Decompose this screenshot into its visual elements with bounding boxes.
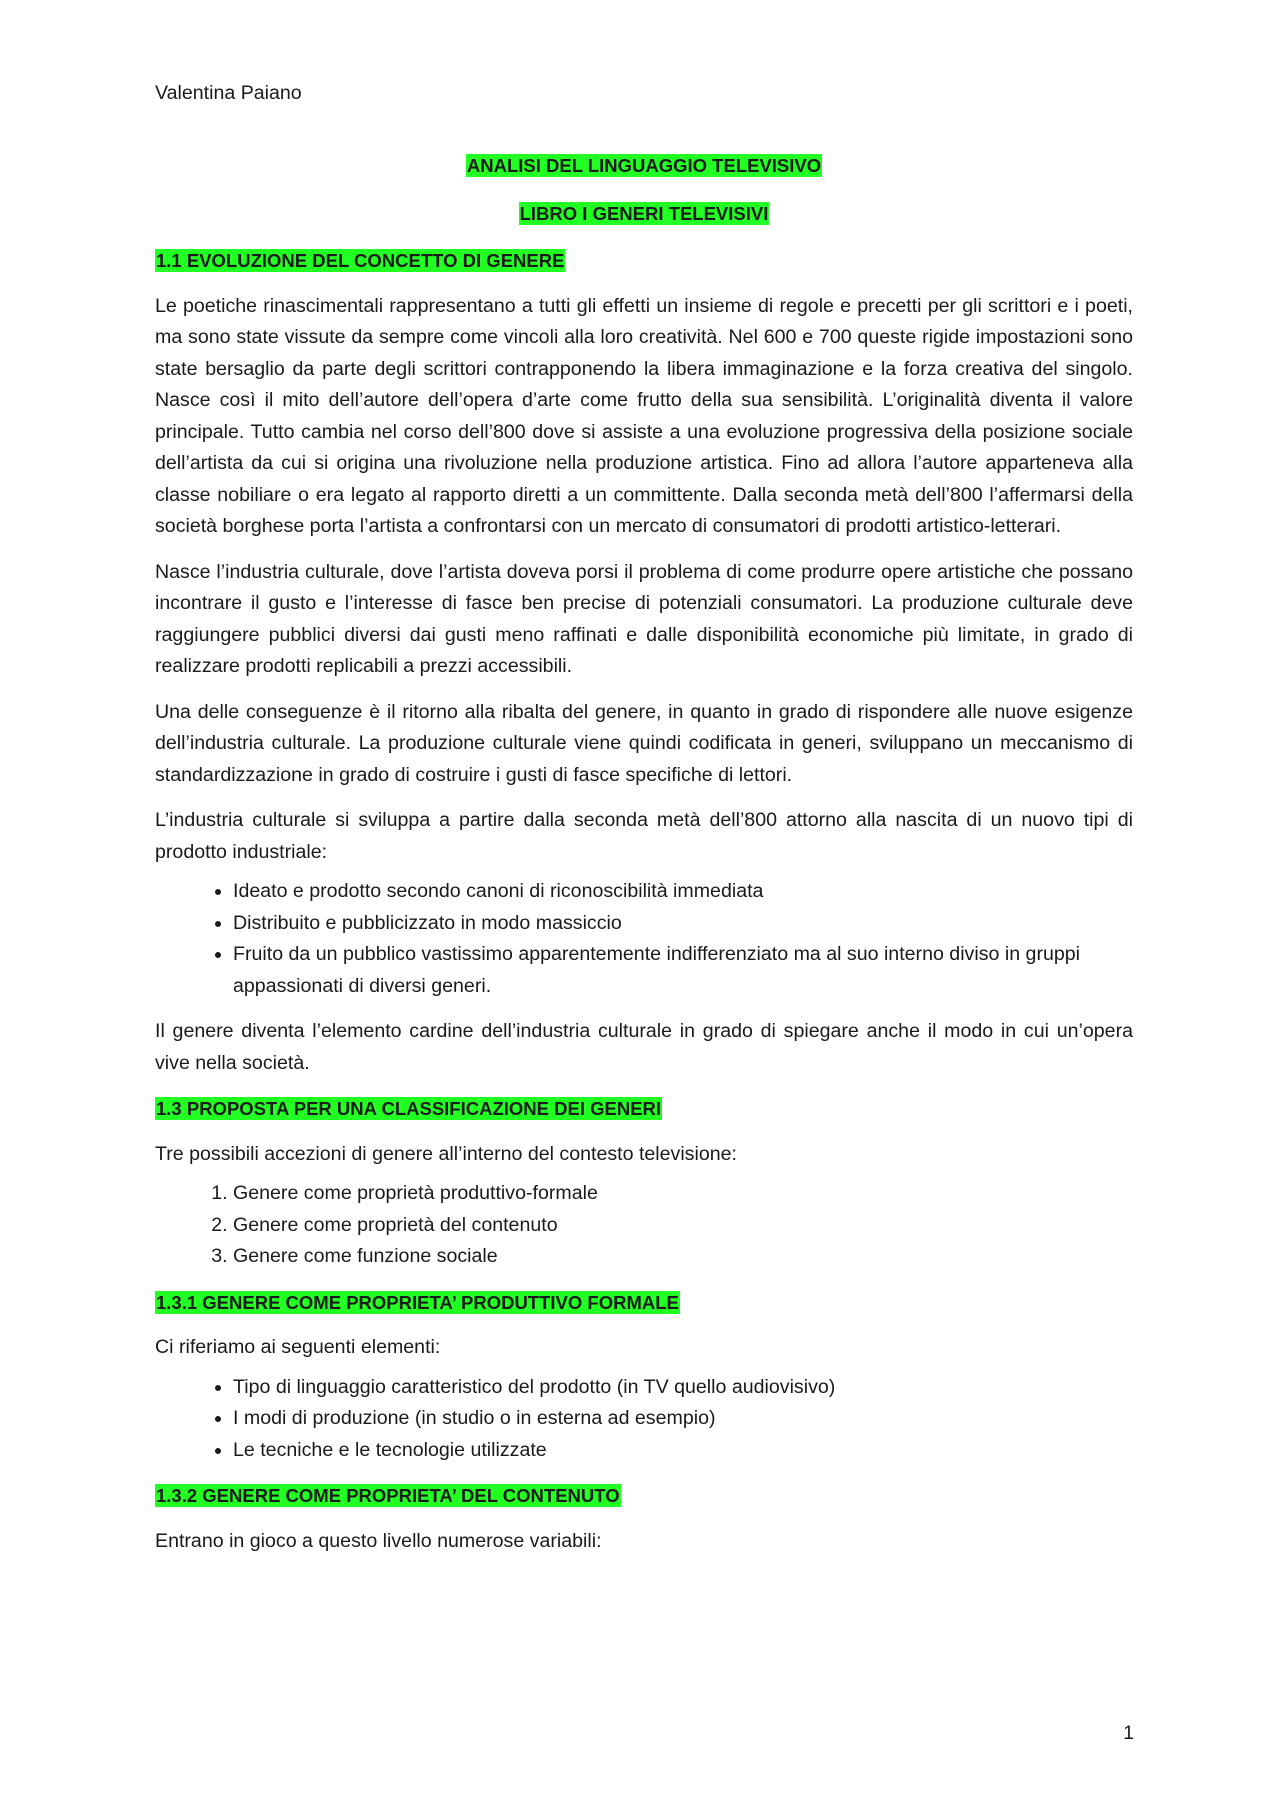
list-item: • Le tecniche e le tecnologie utilizzate	[233, 1435, 1133, 1467]
list-item: • Distribuito e pubblicizzato in modo massiccio	[233, 908, 1133, 940]
paragraph-5: Il genere diventa l’elemento cardine dell’industria culturale in grado di spiegare anche il modo in cui un’opera vive nella società.	[155, 1020, 1133, 1074]
section-heading-1-1-text: 1.1 EVOLUZIONE DEL CONCETTO DI GENERE	[156, 250, 565, 271]
document-body	[155, 150, 1133, 1571]
paragraph-3: Una delle conseguenze è il ritorno alla ribalta del genere, in quanto in grado di rispondere alle nuove esigenze dell’industria culturale. La produzione culturale viene quindi codificata in generi, sviluppano un meccanismo di standardizzazione in grado di costruire i gusti di fasce specifiche di lettori.	[155, 700, 1133, 786]
main-title-text: ANALISI DEL LINGUAGGIO TELEVISIVO	[466, 155, 822, 176]
section-1-3-intro: Tre possibili accezioni di genere all’interno del contesto televisione:	[155, 1142, 737, 1165]
section-heading-1-3-1	[155, 1287, 1133, 1319]
author-name: Valentina Paiano	[155, 82, 302, 104]
section-heading-1-3	[155, 1093, 1133, 1125]
paragraph-4: L’industria culturale si sviluppa a partire dalla seconda metà dell’800 attorno alla nascita di un nuovo tipi di prodotto industriale:	[155, 809, 1133, 863]
section-heading-1-1	[155, 245, 1133, 277]
paragraph-2: Nasce l’industria culturale, dove l’artista doveva porsi il problema di come produrre opere artistiche che possano incontrare il gusto e l’interesse di fasce ben precise di potenziali consumatori. La produzione culturale deve raggiungere pubblici diversi dai gusti meno raffinati e dalle disponibilità economiche più limitate, in grado di realizzare prodotti replicabili a prezzi accessibili.	[155, 560, 1133, 677]
list-item: • Fruito da un pubblico vastissimo apparentemente indifferenziato ma al suo interno diviso in gruppi appassionati di diversi generi.	[233, 939, 1133, 1002]
bullet-list-industry	[155, 876, 1133, 1002]
main-title	[155, 150, 1133, 182]
section-heading-1-3-1-text: 1.3.1 GENERE COME PROPRIETA’ PRODUTTIVO FORMALE	[156, 1291, 679, 1313]
subtitle	[155, 198, 1133, 230]
section-1-3-2-intro: Entrano in gioco a questo livello numerose variabili:	[155, 1529, 602, 1552]
list-item: • I modi di produzione (in studio o in esterna ad esempio)	[233, 1403, 1133, 1435]
bullet-list-formal	[155, 1372, 1133, 1467]
section-heading-1-3-text: 1.3 PROPOSTA PER UNA CLASSIFICAZIONE DEI GENERI	[156, 1098, 662, 1119]
section-1-3-1-intro: Ci riferiamo ai seguenti elementi:	[155, 1336, 441, 1358]
page-number: 1	[1123, 1722, 1134, 1744]
list-item: • Tipo di linguaggio caratteristico del prodotto (in TV quello audiovisivo)	[233, 1372, 1133, 1404]
subtitle-text: LIBRO I GENERI TELEVISIVI	[519, 202, 769, 224]
list-item: 3. Genere come funzione sociale	[233, 1241, 1133, 1273]
list-item: 2. Genere come proprietà del contenuto	[233, 1210, 1133, 1242]
section-heading-1-3-2-text: 1.3.2 GENERE COME PROPRIETA’ DEL CONTENUTO	[156, 1485, 620, 1506]
list-item: • Ideato e prodotto secondo canoni di riconoscibilità immediata	[233, 876, 1133, 908]
list-item: 1. Genere come proprietà produttivo-formale	[233, 1178, 1133, 1210]
section-heading-1-3-2	[155, 1480, 1133, 1512]
numbered-list-genres	[155, 1178, 1133, 1273]
paragraph-1: Le poetiche rinascimentali rappresentano a tutti gli effetti un insieme di regole e precetti per gli scrittori e i poeti, ma sono state vissute da sempre come vincoli alla loro creatività. Nel 600 e 700 queste rigide impostazioni sono state bersaglio da parte degli scrittori contrapponendo la libera immaginazione e la forza creativa del singolo. Nasce così il mito dell’autore dell’opera d’arte come frutto della sua sensibilità. L’originalità diventa il valore principale. Tutto cambia nel corso dell’800 dove si assiste a una evoluzione progressiva della posizione sociale dell’artista da cui si origina una rivoluzione nella produzione artistica. Fino ad allora l’autore apparteneva alla classe nobiliare o era legato al rapporto diretti a un committente. Dalla seconda metà dell’800 l’affermarsi della società borghese porta l’artista a confrontarsi con un mercato di consumatori di prodotti artistico-letterari.	[155, 294, 1133, 537]
